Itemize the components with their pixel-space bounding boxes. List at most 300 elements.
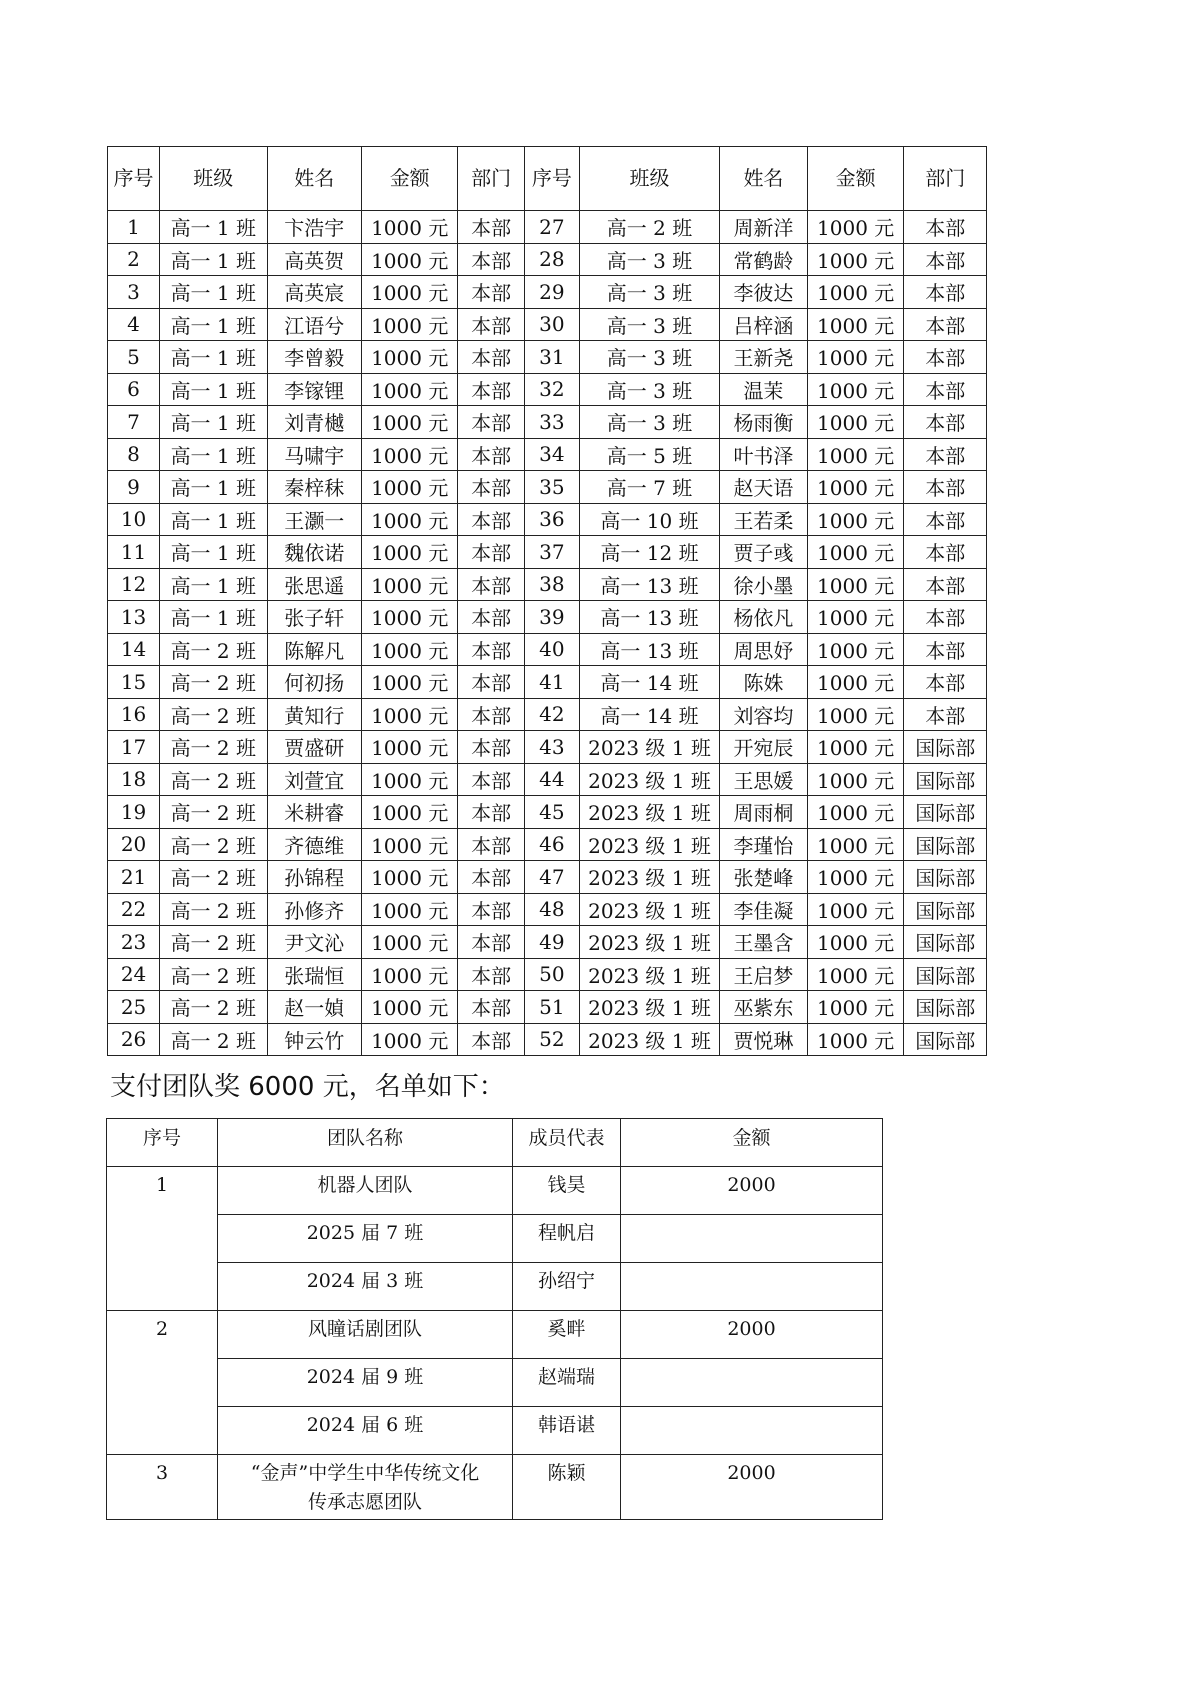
cell-dept: 国际部: [904, 1023, 987, 1056]
cell-amount: 1000 元: [807, 731, 904, 764]
header-name: 姓名: [267, 147, 361, 211]
cell-dept: 国际部: [904, 926, 987, 959]
cell-amount: 1000 元: [361, 796, 458, 829]
cell-dept: 国际部: [904, 731, 987, 764]
cell-dept: 国际部: [904, 958, 987, 991]
team-row: [107, 1359, 883, 1407]
cell-dept: 本部: [458, 926, 524, 959]
cell-dept: 国际部: [904, 796, 987, 829]
table-row: [108, 601, 987, 634]
cell-class: 高一 3 班: [580, 308, 720, 341]
cell-dept: 本部: [904, 503, 987, 536]
cell-class: 高一 2 班: [160, 796, 267, 829]
cell-name: 李瑾怡: [720, 828, 808, 861]
cell-amount: 1000 元: [361, 958, 458, 991]
table-row: [108, 731, 987, 764]
award-list-table: [107, 146, 987, 1056]
table-row: [108, 406, 987, 439]
cell-class: 高一 2 班: [160, 958, 267, 991]
cell-dept: 本部: [458, 536, 524, 569]
team-row: [107, 1215, 883, 1263]
team-name: 2024 届 9 班: [218, 1359, 513, 1407]
cell-seq: 32: [524, 373, 579, 406]
cell-amount: 1000 元: [361, 926, 458, 959]
cell-dept: 本部: [458, 471, 524, 504]
cell-name: 李佳凝: [720, 893, 808, 926]
cell-dept: 本部: [458, 633, 524, 666]
cell-class: 高一 13 班: [580, 568, 720, 601]
cell-dept: 本部: [904, 341, 987, 374]
cell-dept: 本部: [458, 861, 524, 894]
cell-seq: 15: [108, 666, 160, 699]
cell-class: 高一 2 班: [160, 666, 267, 699]
cell-class: 高一 2 班: [160, 893, 267, 926]
cell-amount: 1000 元: [807, 828, 904, 861]
cell-name: 吕梓涵: [720, 308, 808, 341]
cell-seq: 30: [524, 308, 579, 341]
cell-dept: 本部: [458, 991, 524, 1024]
table-row: [108, 828, 987, 861]
table-row: [108, 438, 987, 471]
cell-class: 高一 1 班: [160, 373, 267, 406]
cell-class: 高一 2 班: [160, 861, 267, 894]
cell-class: 高一 1 班: [160, 503, 267, 536]
cell-dept: 本部: [904, 243, 987, 276]
cell-name: 马啸宇: [267, 438, 361, 471]
header-seq: 序号: [524, 147, 579, 211]
cell-class: 2023 级 1 班: [580, 828, 720, 861]
cell-class: 高一 1 班: [160, 308, 267, 341]
cell-class: 2023 级 1 班: [580, 991, 720, 1024]
team-header-team: 团队名称: [218, 1119, 513, 1167]
cell-amount: 1000 元: [361, 503, 458, 536]
cell-dept: 国际部: [904, 861, 987, 894]
table-row: [108, 536, 987, 569]
cell-seq: 42: [524, 698, 579, 731]
cell-name: 张思遥: [267, 568, 361, 601]
team-member: 赵端瑞: [513, 1359, 621, 1407]
header-seq: 序号: [108, 147, 160, 211]
team-row: [107, 1263, 883, 1311]
cell-seq: 17: [108, 731, 160, 764]
cell-dept: 本部: [458, 828, 524, 861]
cell-seq: 4: [108, 308, 160, 341]
cell-name: 孙修齐: [267, 893, 361, 926]
cell-name: 赵一媜: [267, 991, 361, 1024]
cell-amount: 1000 元: [807, 796, 904, 829]
table-row: [108, 633, 987, 666]
cell-amount: 1000 元: [807, 308, 904, 341]
cell-dept: 本部: [458, 243, 524, 276]
team-name: 2024 届 6 班: [218, 1407, 513, 1455]
cell-name: 王新尧: [720, 341, 808, 374]
cell-seq: 7: [108, 406, 160, 439]
cell-seq: 13: [108, 601, 160, 634]
cell-seq: 43: [524, 731, 579, 764]
cell-class: 高一 1 班: [160, 211, 267, 244]
cell-seq: 33: [524, 406, 579, 439]
cell-dept: 本部: [904, 698, 987, 731]
team-name: 机器人团队: [218, 1167, 513, 1215]
cell-seq: 38: [524, 568, 579, 601]
cell-seq: 50: [524, 958, 579, 991]
cell-amount: 1000 元: [807, 471, 904, 504]
cell-name: 高英贺: [267, 243, 361, 276]
table-row: [108, 341, 987, 374]
cell-class: 2023 级 1 班: [580, 1023, 720, 1056]
cell-dept: 本部: [458, 308, 524, 341]
team-header-member: 成员代表: [513, 1119, 621, 1167]
cell-name: 周新洋: [720, 211, 808, 244]
cell-seq: 29: [524, 276, 579, 309]
cell-name: 秦梓秣: [267, 471, 361, 504]
cell-name: 陈姝: [720, 666, 808, 699]
cell-class: 高一 1 班: [160, 341, 267, 374]
cell-name: 王墨含: [720, 926, 808, 959]
cell-name: 魏依诺: [267, 536, 361, 569]
cell-seq: 49: [524, 926, 579, 959]
header-class: 班级: [580, 147, 720, 211]
cell-class: 高一 2 班: [160, 633, 267, 666]
cell-seq: 19: [108, 796, 160, 829]
table-row: [108, 666, 987, 699]
cell-name: 刘容均: [720, 698, 808, 731]
table-row: [108, 926, 987, 959]
team-member: 奚畔: [513, 1311, 621, 1359]
cell-class: 高一 3 班: [580, 276, 720, 309]
cell-name: 常鹤龄: [720, 243, 808, 276]
cell-seq: 37: [524, 536, 579, 569]
cell-name: 李彼达: [720, 276, 808, 309]
cell-amount: 1000 元: [361, 893, 458, 926]
cell-name: 王灏一: [267, 503, 361, 536]
cell-dept: 本部: [904, 211, 987, 244]
cell-amount: 1000 元: [361, 601, 458, 634]
cell-seq: 3: [108, 276, 160, 309]
cell-name: 孙锦程: [267, 861, 361, 894]
cell-class: 2023 级 1 班: [580, 893, 720, 926]
cell-seq: 46: [524, 828, 579, 861]
cell-dept: 本部: [904, 471, 987, 504]
cell-dept: 本部: [458, 666, 524, 699]
cell-name: 尹文沁: [267, 926, 361, 959]
cell-seq: 45: [524, 796, 579, 829]
cell-class: 高一 3 班: [580, 243, 720, 276]
cell-dept: 本部: [458, 341, 524, 374]
cell-amount: 1000 元: [361, 731, 458, 764]
cell-name: 叶书泽: [720, 438, 808, 471]
team-name: 2025 届 7 班: [218, 1215, 513, 1263]
cell-seq: 39: [524, 601, 579, 634]
cell-amount: 1000 元: [807, 341, 904, 374]
header-amount: 金额: [361, 147, 458, 211]
cell-amount: 1000 元: [807, 633, 904, 666]
cell-class: 高一 1 班: [160, 536, 267, 569]
cell-seq: 6: [108, 373, 160, 406]
cell-seq: 18: [108, 763, 160, 796]
team-award-table: [106, 1118, 883, 1520]
cell-seq: 34: [524, 438, 579, 471]
cell-name: 赵天语: [720, 471, 808, 504]
cell-amount: 1000 元: [361, 536, 458, 569]
cell-amount: 1000 元: [807, 893, 904, 926]
cell-seq: 5: [108, 341, 160, 374]
cell-seq: 41: [524, 666, 579, 699]
cell-class: 高一 10 班: [580, 503, 720, 536]
table-row: [108, 698, 987, 731]
team-table-header-row: [107, 1119, 883, 1167]
cell-class: 高一 12 班: [580, 536, 720, 569]
cell-amount: 1000 元: [361, 438, 458, 471]
team-member: 程帆启: [513, 1215, 621, 1263]
cell-seq: 44: [524, 763, 579, 796]
table-row: [108, 958, 987, 991]
cell-dept: 本部: [904, 406, 987, 439]
cell-seq: 26: [108, 1023, 160, 1056]
cell-dept: 国际部: [904, 991, 987, 1024]
cell-name: 米耕睿: [267, 796, 361, 829]
team-amount: 2000: [621, 1455, 883, 1520]
cell-amount: 1000 元: [807, 698, 904, 731]
cell-class: 2023 级 1 班: [580, 796, 720, 829]
cell-dept: 国际部: [904, 828, 987, 861]
cell-amount: 1000 元: [361, 568, 458, 601]
cell-amount: 1000 元: [807, 438, 904, 471]
header-amount: 金额: [807, 147, 904, 211]
cell-dept: 本部: [904, 536, 987, 569]
cell-dept: 本部: [458, 276, 524, 309]
cell-dept: 本部: [904, 633, 987, 666]
team-header-amount: 金额: [621, 1119, 883, 1167]
cell-amount: 1000 元: [361, 698, 458, 731]
cell-amount: 1000 元: [807, 958, 904, 991]
team-seq: 2: [107, 1311, 218, 1455]
cell-class: 高一 3 班: [580, 406, 720, 439]
cell-amount: 1000 元: [807, 373, 904, 406]
team-amount: [621, 1359, 883, 1407]
team-amount: [621, 1407, 883, 1455]
cell-seq: 2: [108, 243, 160, 276]
cell-amount: 1000 元: [361, 406, 458, 439]
cell-seq: 25: [108, 991, 160, 1024]
cell-amount: 1000 元: [807, 503, 904, 536]
cell-dept: 本部: [904, 601, 987, 634]
cell-name: 刘青樾: [267, 406, 361, 439]
table-row: [108, 503, 987, 536]
cell-class: 高一 1 班: [160, 276, 267, 309]
cell-name: 温茉: [720, 373, 808, 406]
cell-amount: 1000 元: [361, 828, 458, 861]
cell-name: 张楚峰: [720, 861, 808, 894]
cell-name: 贾盛研: [267, 731, 361, 764]
cell-dept: 本部: [458, 893, 524, 926]
cell-dept: 国际部: [904, 893, 987, 926]
cell-amount: 1000 元: [361, 276, 458, 309]
cell-amount: 1000 元: [807, 926, 904, 959]
cell-class: 高一 2 班: [580, 211, 720, 244]
cell-class: 高一 2 班: [160, 991, 267, 1024]
team-row: [107, 1167, 883, 1215]
cell-seq: 12: [108, 568, 160, 601]
cell-amount: 1000 元: [361, 763, 458, 796]
team-amount: 2000: [621, 1311, 883, 1359]
cell-name: 杨依凡: [720, 601, 808, 634]
cell-amount: 1000 元: [807, 243, 904, 276]
cell-name: 江语兮: [267, 308, 361, 341]
table-row: [108, 796, 987, 829]
cell-amount: 1000 元: [807, 666, 904, 699]
cell-seq: 22: [108, 893, 160, 926]
team-amount: 2000: [621, 1167, 883, 1215]
cell-class: 2023 级 1 班: [580, 861, 720, 894]
table-row: [108, 471, 987, 504]
cell-class: 高一 3 班: [580, 373, 720, 406]
cell-dept: 本部: [458, 796, 524, 829]
cell-dept: 本部: [904, 438, 987, 471]
cell-name: 王启梦: [720, 958, 808, 991]
cell-amount: 1000 元: [807, 406, 904, 439]
cell-name: 张子轩: [267, 601, 361, 634]
cell-dept: 本部: [458, 731, 524, 764]
cell-class: 高一 2 班: [160, 698, 267, 731]
cell-name: 钟云竹: [267, 1023, 361, 1056]
cell-dept: 本部: [458, 406, 524, 439]
cell-seq: 31: [524, 341, 579, 374]
cell-amount: 1000 元: [361, 991, 458, 1024]
cell-seq: 10: [108, 503, 160, 536]
cell-dept: 本部: [904, 276, 987, 309]
cell-name: 周雨桐: [720, 796, 808, 829]
cell-seq: 52: [524, 1023, 579, 1056]
cell-seq: 40: [524, 633, 579, 666]
cell-amount: 1000 元: [807, 991, 904, 1024]
cell-dept: 本部: [904, 568, 987, 601]
cell-name: 何初扬: [267, 666, 361, 699]
cell-seq: 36: [524, 503, 579, 536]
cell-name: 张瑞恒: [267, 958, 361, 991]
team-amount: [621, 1215, 883, 1263]
cell-name: 巫紫东: [720, 991, 808, 1024]
cell-seq: 23: [108, 926, 160, 959]
team-name: “金声”中学生中华传统文化传承志愿团队: [218, 1455, 513, 1520]
cell-name: 王若柔: [720, 503, 808, 536]
cell-class: 高一 14 班: [580, 666, 720, 699]
cell-dept: 本部: [458, 373, 524, 406]
cell-name: 徐小墨: [720, 568, 808, 601]
cell-dept: 本部: [904, 373, 987, 406]
cell-seq: 1: [108, 211, 160, 244]
table-row: [108, 373, 987, 406]
team-seq: 3: [107, 1455, 218, 1520]
cell-class: 高一 2 班: [160, 926, 267, 959]
cell-amount: 1000 元: [361, 341, 458, 374]
cell-amount: 1000 元: [361, 243, 458, 276]
cell-class: 高一 2 班: [160, 828, 267, 861]
cell-amount: 1000 元: [361, 861, 458, 894]
team-amount: [621, 1263, 883, 1311]
table-header-row: [108, 147, 987, 211]
cell-class: 2023 级 1 班: [580, 958, 720, 991]
cell-name: 王思媛: [720, 763, 808, 796]
team-award-heading: 支付团队奖 6000 元，名单如下：: [110, 1072, 505, 1102]
team-member: 钱昊: [513, 1167, 621, 1215]
cell-name: 刘萱宜: [267, 763, 361, 796]
cell-class: 高一 3 班: [580, 341, 720, 374]
cell-name: 李曾毅: [267, 341, 361, 374]
table-row: [108, 893, 987, 926]
cell-dept: 本部: [458, 1023, 524, 1056]
cell-amount: 1000 元: [807, 861, 904, 894]
cell-seq: 28: [524, 243, 579, 276]
team-member: 孙绍宁: [513, 1263, 621, 1311]
cell-name: 齐德维: [267, 828, 361, 861]
team-member: 陈颖: [513, 1455, 621, 1520]
cell-class: 高一 7 班: [580, 471, 720, 504]
cell-class: 高一 1 班: [160, 243, 267, 276]
cell-class: 高一 1 班: [160, 471, 267, 504]
cell-name: 黄知行: [267, 698, 361, 731]
cell-seq: 24: [108, 958, 160, 991]
cell-seq: 20: [108, 828, 160, 861]
team-name: 2024 届 3 班: [218, 1263, 513, 1311]
cell-dept: 国际部: [904, 763, 987, 796]
table-row: [108, 763, 987, 796]
cell-seq: 27: [524, 211, 579, 244]
table-row: [108, 991, 987, 1024]
cell-name: 陈解凡: [267, 633, 361, 666]
team-seq: 1: [107, 1167, 218, 1311]
cell-name: 卞浩宇: [267, 211, 361, 244]
cell-seq: 16: [108, 698, 160, 731]
table-row: [108, 243, 987, 276]
table-row: [108, 211, 987, 244]
cell-dept: 本部: [458, 503, 524, 536]
cell-class: 高一 5 班: [580, 438, 720, 471]
cell-dept: 本部: [458, 601, 524, 634]
team-row: [107, 1311, 883, 1359]
cell-seq: 9: [108, 471, 160, 504]
table-row: [108, 1023, 987, 1056]
cell-amount: 1000 元: [361, 471, 458, 504]
cell-class: 高一 2 班: [160, 763, 267, 796]
cell-seq: 47: [524, 861, 579, 894]
team-member: 韩语谌: [513, 1407, 621, 1455]
cell-amount: 1000 元: [361, 308, 458, 341]
cell-amount: 1000 元: [807, 763, 904, 796]
cell-dept: 本部: [458, 698, 524, 731]
cell-dept: 本部: [458, 763, 524, 796]
cell-name: 李镓锂: [267, 373, 361, 406]
cell-class: 2023 级 1 班: [580, 926, 720, 959]
cell-amount: 1000 元: [807, 1023, 904, 1056]
cell-seq: 8: [108, 438, 160, 471]
cell-seq: 14: [108, 633, 160, 666]
cell-dept: 本部: [458, 438, 524, 471]
cell-dept: 本部: [904, 666, 987, 699]
team-name: 风瞳话剧团队: [218, 1311, 513, 1359]
team-row: [107, 1455, 883, 1520]
cell-amount: 1000 元: [361, 1023, 458, 1056]
cell-name: 杨雨衡: [720, 406, 808, 439]
cell-name: 贾悦琳: [720, 1023, 808, 1056]
cell-class: 高一 2 班: [160, 1023, 267, 1056]
cell-class: 高一 1 班: [160, 601, 267, 634]
table-row: [108, 308, 987, 341]
cell-dept: 本部: [458, 958, 524, 991]
header-class: 班级: [160, 147, 267, 211]
table-row: [108, 861, 987, 894]
cell-class: 高一 1 班: [160, 406, 267, 439]
